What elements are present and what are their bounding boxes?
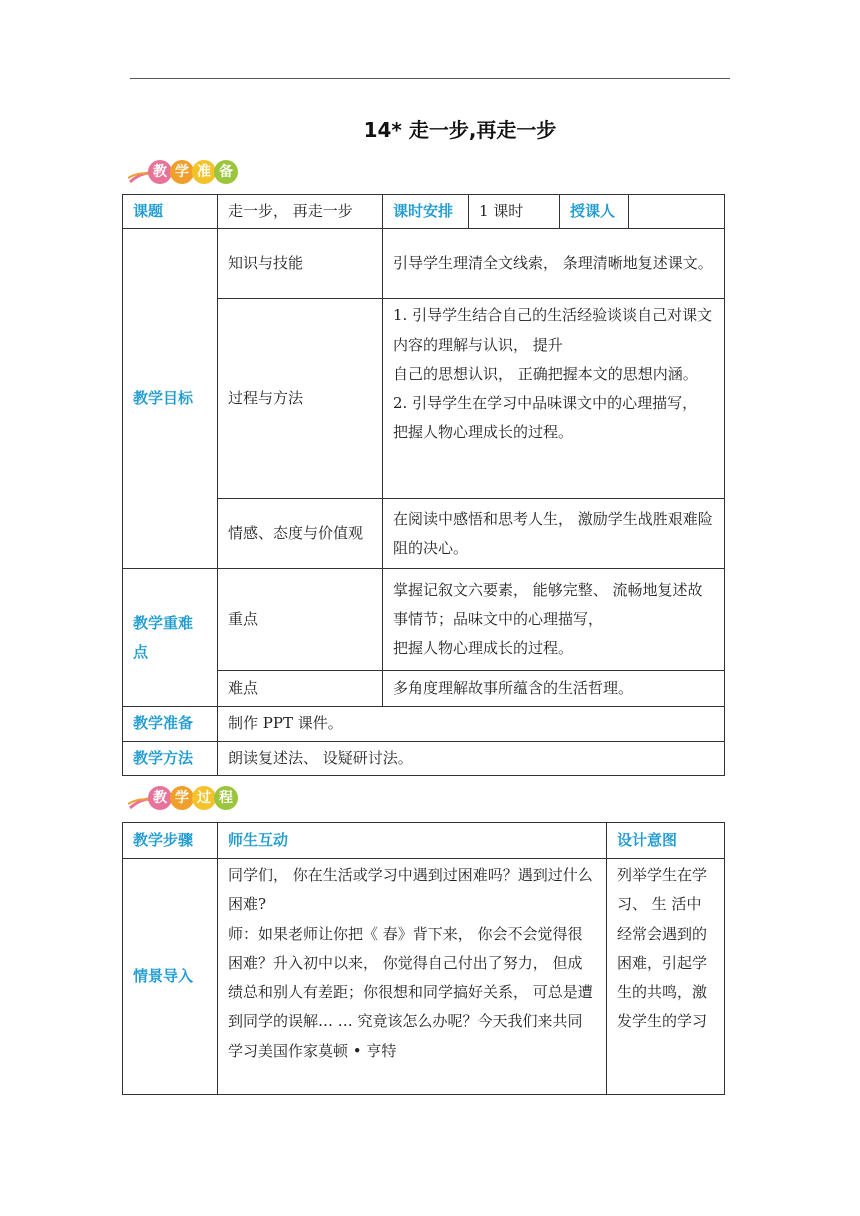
method-text: 朗读复述法、 设疑研讨法。 (218, 741, 725, 775)
goal2-line: 自己的思想认识， 正确把握本文的思想内涵。 (393, 364, 698, 383)
badge-char: 学 (170, 786, 194, 810)
key-text (383, 569, 725, 671)
goal2-line: 1. 引导学生结合自己的生活经验谈谈自己对课文内容的理解与认识， 提升 (393, 306, 713, 354)
goal2-text (383, 299, 725, 499)
teacher-value (629, 195, 725, 229)
badge-char: 备 (214, 160, 238, 184)
lesson-title: 14* 走一步,再走一步 (363, 118, 557, 142)
topic-value: 走一步， 再走一步 (218, 195, 383, 229)
badge-char: 准 (192, 160, 216, 184)
badge-char: 教 (148, 786, 172, 810)
goals-label: 教学目标 (123, 229, 218, 569)
keypoints-label: 教学重难点 (123, 569, 218, 707)
key-line: 把握人物心理成长的过程。 (393, 639, 574, 658)
key-line: 掌握记叙文六要素， 能够完整、 流畅地复述故事情节；品味文中的心理描写， (393, 580, 703, 629)
badge-teaching-process (128, 782, 248, 818)
step1-interact-line: 师：如果老师让你把《 春》背下来， 你会不会觉得很困难？升入初中以来， 你觉得自己付出了努力， 但成绩总和别人有差距；你很想和同学搞好关系， 可总是遭到同学的误解… … 究竟该怎么办呢？今天我们来共同学习美国作家莫顿 • 亨特 (228, 924, 593, 1060)
teacher-label: 授课人 (560, 195, 629, 229)
goal3-label: 情感、态度与价值观 (218, 499, 383, 569)
teaching-prep-table (122, 194, 725, 776)
goal2-label: 过程与方法 (218, 299, 383, 499)
hard-label: 难点 (218, 671, 383, 707)
goal1-text: 引导学生理清全文线索， 条理清晰地复述课文。 (383, 229, 725, 299)
teaching-process-table (122, 822, 725, 1095)
key-label: 重点 (218, 569, 383, 671)
schedule-value: 1 课时 (469, 195, 560, 229)
step1-interact-line: 同学们， 你在生活或学习中遇到过困难吗？遇到过什么困难? (228, 866, 593, 914)
schedule-label: 课时安排 (383, 195, 469, 229)
topic-label: 课题 (123, 195, 218, 229)
badge-char: 过 (192, 786, 216, 810)
col-interact-header: 师生互动 (218, 823, 607, 859)
col-step-header: 教学步骤 (123, 823, 218, 859)
badge-char: 学 (170, 160, 194, 184)
step1-interact (218, 859, 607, 1095)
step1-label: 情景导入 (123, 859, 218, 1095)
step1-intent: 列举学生在学习、 生 活中经常会遇到的困难，引起学生的共鸣，激 发学生的学习 (607, 859, 725, 1095)
hard-text: 多角度理解故事所蕴含的生活哲理。 (383, 671, 725, 707)
prep-text: 制作 PPT 课件。 (218, 707, 725, 741)
col-intent-header: 设计意图 (607, 823, 725, 859)
goal1-label: 知识与技能 (218, 229, 383, 299)
badge-char: 程 (214, 786, 238, 810)
badge-char: 教 (148, 160, 172, 184)
prep-label: 教学准备 (123, 707, 218, 741)
header-rule (130, 78, 730, 79)
goal3-text: 在阅读中感悟和思考人生， 激励学生战胜艰难险阻的决心。 (383, 499, 725, 569)
badge-teaching-prep (128, 156, 248, 192)
goal2-line: 2. 引导学生在学习中品味课文中的心理描写， 把握人物心理成长的过程。 (393, 394, 698, 442)
method-label: 教学方法 (123, 741, 218, 775)
